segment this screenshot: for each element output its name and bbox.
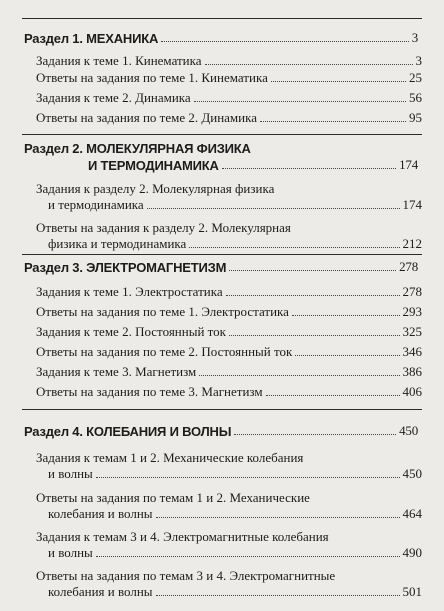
toc-entry[interactable] (36, 284, 422, 300)
leader-dots (161, 41, 409, 42)
toc-entry[interactable] (48, 545, 422, 561)
toc-entry[interactable] (36, 53, 422, 69)
leader-dots (295, 355, 399, 356)
section-1-heading[interactable] (24, 30, 418, 46)
section-4-heading[interactable] (24, 423, 418, 439)
page-number: 325 (402, 324, 422, 339)
entry-title-line1[interactable]: Задания к темам 1 и 2. Механические колебания (36, 450, 304, 465)
page-number: 450 (399, 423, 418, 438)
page-number: 346 (402, 344, 422, 359)
entry-title: Ответы на задания по теме 2. Постоянный ток (36, 344, 293, 359)
leader-dots (156, 595, 400, 596)
toc-entry[interactable] (36, 324, 422, 340)
divider (22, 254, 422, 255)
divider (22, 134, 422, 135)
leader-dots (234, 434, 396, 435)
toc-entry[interactable] (48, 584, 422, 600)
entry-title: Ответы на задания по теме 3. Магнетизм (36, 384, 263, 399)
entry-title: и термодинамика (48, 197, 144, 212)
leader-dots (96, 556, 400, 557)
toc-entry[interactable] (48, 466, 422, 482)
entry-title: Задания к теме 1. Кинематика (36, 53, 202, 68)
toc-entry[interactable] (36, 344, 422, 360)
leader-dots (260, 121, 406, 122)
section-title: Раздел 4. КОЛЕБАНИЯ И ВОЛНЫ (24, 424, 232, 439)
leader-dots (229, 335, 400, 336)
page-number: 56 (409, 90, 422, 105)
section-title: Раздел 3. ЭЛЕКТРОМАГНЕТИЗМ (24, 260, 227, 275)
leader-dots (147, 208, 400, 209)
page-number: 95 (409, 110, 422, 125)
page-number: 278 (402, 284, 422, 299)
entry-title: Ответы на задания по теме 2. Динамика (36, 110, 258, 125)
leader-dots (205, 64, 413, 65)
toc-entry[interactable] (48, 506, 422, 522)
entry-title: Задания к теме 2. Динамика (36, 90, 191, 105)
toc-entry[interactable] (48, 236, 422, 252)
entry-title-line1[interactable]: Ответы на задания к разделу 2. Молекулярная (36, 220, 291, 235)
entry-title: и волны (48, 466, 93, 481)
leader-dots (271, 81, 406, 82)
entry-title: Ответы на задания по теме 1. Кинематика (36, 70, 268, 85)
page-number: 501 (402, 584, 422, 599)
page-number: 174 (402, 197, 422, 212)
entry-title-line1[interactable]: Задания к темам 3 и 4. Электромагнитные колебания (36, 529, 329, 544)
leader-dots (229, 270, 396, 271)
entry-title-line1[interactable]: Ответы на задания по темам 1 и 2. Механические (36, 490, 310, 505)
toc-entry[interactable] (36, 304, 422, 320)
section-2-heading[interactable] (88, 157, 418, 173)
leader-dots (266, 395, 400, 396)
section-title: И ТЕРМОДИНАМИКА (88, 158, 219, 173)
page-number: 386 (402, 364, 422, 379)
page-number: 450 (402, 466, 422, 481)
leader-dots (292, 315, 400, 316)
toc-entry[interactable] (48, 197, 422, 213)
page-number: 174 (399, 157, 418, 172)
page-number: 278 (399, 259, 418, 274)
page-number: 3 (415, 53, 422, 68)
page-number: 293 (402, 304, 422, 319)
entry-title-line1[interactable]: Задания к разделу 2. Молекулярная физика (36, 181, 275, 196)
entry-title: Задания к теме 2. Постоянный ток (36, 324, 226, 339)
toc-entry[interactable] (36, 70, 422, 86)
leader-dots (194, 101, 406, 102)
toc-entry[interactable] (36, 364, 422, 380)
page-number: 212 (402, 236, 422, 251)
page-number: 464 (402, 506, 422, 521)
section-title: Раздел 1. МЕХАНИКА (24, 31, 159, 46)
page-number: 406 (402, 384, 422, 399)
section-2-heading-line1[interactable]: Раздел 2. МОЛЕКУЛЯРНАЯ ФИЗИКА (24, 141, 251, 156)
leader-dots (226, 295, 400, 296)
leader-dots (199, 375, 399, 376)
page-number: 25 (409, 70, 422, 85)
entry-title: колебания и волны (48, 584, 153, 599)
leader-dots (222, 168, 396, 169)
toc-entry[interactable] (36, 384, 422, 400)
section-3-heading[interactable] (24, 259, 418, 275)
divider (22, 409, 422, 410)
page-number: 3 (411, 30, 418, 45)
entry-title: Задания к теме 3. Магнетизм (36, 364, 197, 379)
leader-dots (96, 477, 400, 478)
entry-title: Ответы на задания по теме 1. Электростатика (36, 304, 289, 319)
entry-title-line1[interactable]: Ответы на задания по темам 3 и 4. Электромагнитные (36, 568, 336, 583)
toc-entry[interactable] (36, 110, 422, 126)
toc-entry[interactable] (36, 90, 422, 106)
divider (22, 18, 422, 19)
entry-title: колебания и волны (48, 506, 153, 521)
leader-dots (189, 247, 399, 248)
entry-title: и волны (48, 545, 93, 560)
entry-title: физика и термодинамика (48, 236, 187, 251)
page-number: 490 (402, 545, 422, 560)
entry-title: Задания к теме 1. Электростатика (36, 284, 223, 299)
leader-dots (156, 517, 400, 518)
